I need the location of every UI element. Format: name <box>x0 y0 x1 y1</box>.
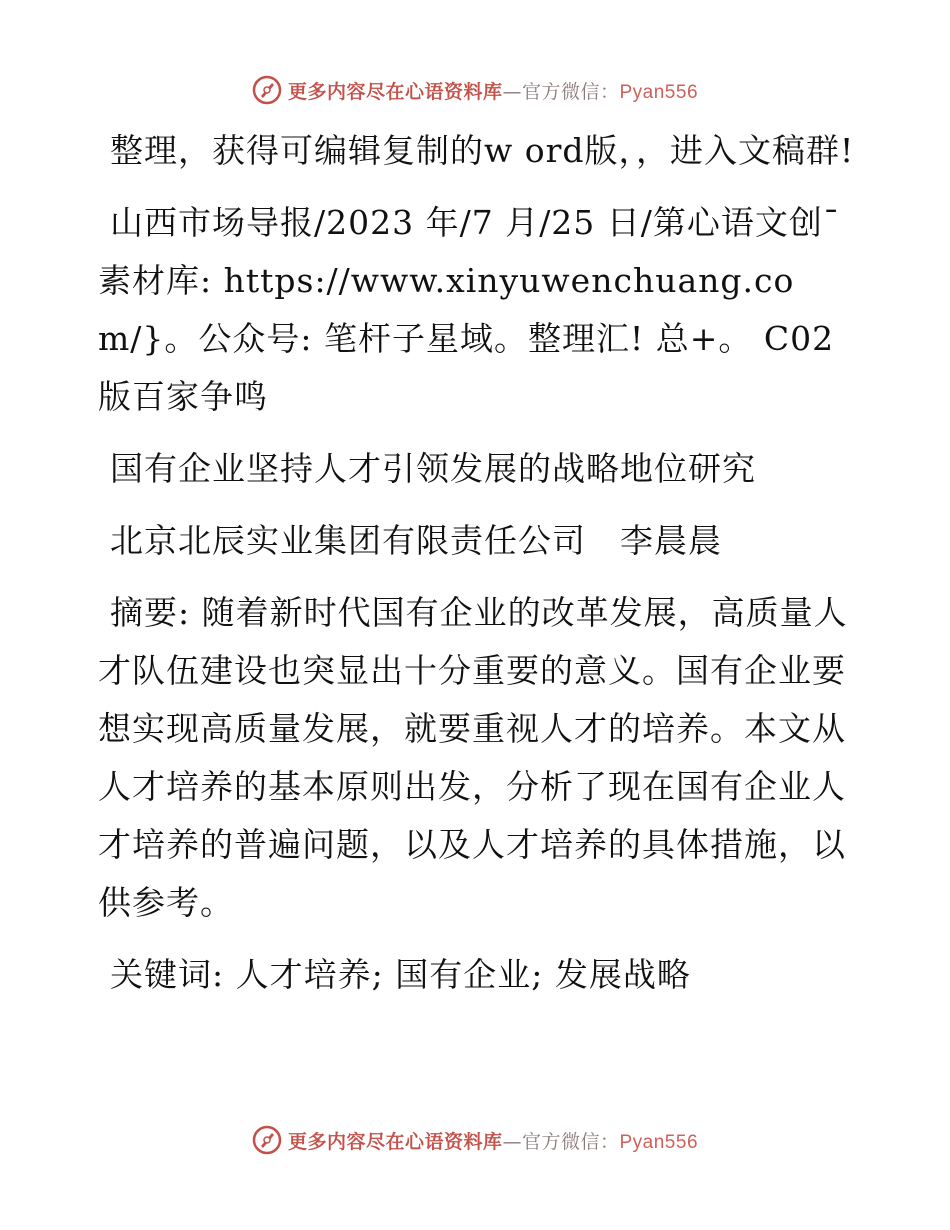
watermark-text <box>288 1127 698 1154</box>
source-paragraph: 山西市场导报/2023 年/7 月/25 日/第心语文创¯素材库: https://www.xinyuwenchuang.com/}。公众号: 笔杆子星域。整理汇! 总+。 C02 版百家争鸣 <box>98 203 841 416</box>
watermark-main: 更多内容尽在心语资料库 <box>287 80 503 103</box>
logo-icon <box>252 75 282 105</box>
intro-paragraph: 整理，获得可编辑复制的w ord版，，进入文稿群! <box>110 131 855 170</box>
document-body <box>98 122 858 1018</box>
watermark-text <box>288 77 698 104</box>
author-line: 北京北辰实业集团有限责任公司 李晨晨 <box>110 521 722 560</box>
watermark-sub: —官方微信： <box>502 1130 620 1153</box>
watermark-wechat-id: Pyan556 <box>619 81 699 103</box>
header-watermark <box>0 73 950 107</box>
abstract-paragraph: 摘要: 随着新时代国有企业的改革发展，高质量人才队伍建设也突显出十分重要的意义。国有企业要想实现高质量发展，就要重视人才的培养。本文从人才培养的基本原则出发，分析了现在国有企业人才培养的普遍问题，以及人才培养的具体措施，以供参考。 <box>98 593 848 922</box>
watermark-sub: —官方微信： <box>502 80 620 103</box>
footer-watermark <box>0 1123 950 1157</box>
keywords-line: 关键词: 人才培养; 国有企业; 发展战略 <box>110 955 691 994</box>
article-title: 国有企业坚持人才引领发展的战略地位研究 <box>110 449 756 488</box>
watermark-wechat-id: Pyan556 <box>619 1131 699 1153</box>
logo-icon <box>252 1125 282 1155</box>
watermark-main: 更多内容尽在心语资料库 <box>287 1130 503 1153</box>
